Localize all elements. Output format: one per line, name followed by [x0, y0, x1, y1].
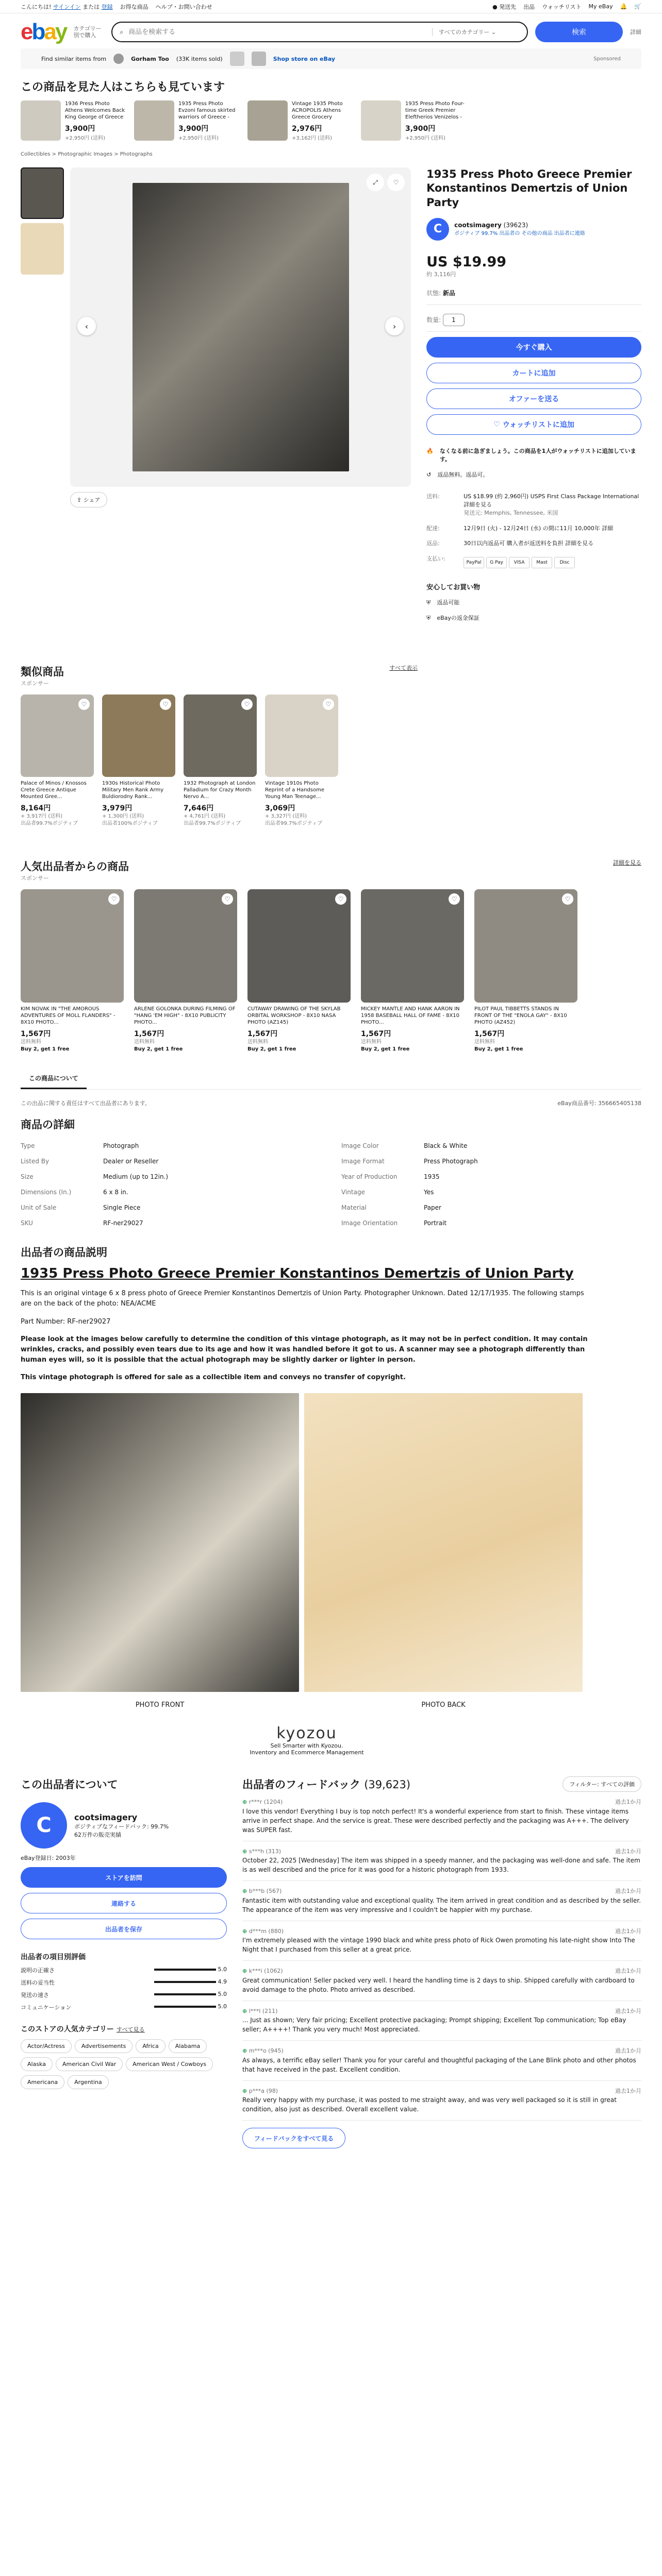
- item-image[interactable]: [134, 100, 174, 141]
- quantity-row: 数量: 1: [426, 315, 641, 332]
- feedback-item: ⊕ d***m (880) 過去1か月 I'm extremely pleased with the vintage 1990 black and white press photo of Rick Owen promoting his late-night show Into The Night that I purchased from this seller at a great price.: [242, 1921, 641, 1961]
- category-chip[interactable]: Argentina: [68, 2075, 109, 2089]
- popular-header: [21, 858, 641, 882]
- category-chip[interactable]: Americana: [21, 2075, 64, 2089]
- spec-row: Image Format Press Photograph: [341, 1158, 478, 1165]
- ratings-list: 説明の正確さ 5.0 送料の妥当性 4.9 発送の速さ 5.0 コミュニケーション 5.0: [21, 1966, 227, 2011]
- popular-carousel: [0, 889, 662, 1053]
- item-image[interactable]: [247, 100, 288, 141]
- details-title: 商品の詳細: [21, 1118, 75, 1131]
- product-title: 1935 Press Photo Greece Premier Konstantinos Demertzis of Union Party: [426, 168, 632, 209]
- spec-row: Listed By Dealer or Reseller: [21, 1158, 159, 1165]
- item-image[interactable]: [247, 889, 351, 1003]
- sponsored-label: スポンサー: [21, 875, 49, 882]
- chevron-down-icon: ⌄: [491, 29, 496, 36]
- item-price: 2,976円: [292, 125, 322, 133]
- item-shipping: +3,162円 (送料): [292, 135, 332, 141]
- watch-heart-button[interactable]: [387, 174, 405, 191]
- photo-front: [21, 1393, 299, 1709]
- kyozou-logo: kyozou: [276, 1724, 337, 1743]
- shop-by-category-button[interactable]: カテゴリー別で購入: [73, 25, 102, 39]
- spec-row: Year of Production 1935: [341, 1173, 440, 1181]
- cart-icon[interactable]: 🛒: [634, 3, 641, 10]
- item-title[interactable]: 1935 Press Photo Four-time Greek Premier Eleftherios Venizelos -: [405, 101, 465, 120]
- thumbnail-back[interactable]: [21, 223, 64, 275]
- popular-item[interactable]: ♡ KIM NOVAK IN "THE AMOROUS ADVENTURES OF MOLL FLANDERS" - 8X10 PHOTO... 1,567円 送料無料 Buy 2, get 1 free: [21, 889, 124, 1053]
- share-icon: ⇪: [77, 497, 82, 503]
- make-offer-button[interactable]: オファーを送る: [426, 388, 641, 409]
- top-nav-right: [492, 3, 641, 11]
- spec-row: Vintage Yes: [341, 1189, 434, 1196]
- fire-icon: 🔥: [426, 447, 434, 454]
- paypal-icon: PayPal: [464, 557, 484, 568]
- item-image[interactable]: [184, 694, 257, 777]
- similar-item[interactable]: ♡ Vintage 1910s Photo Reprint of a Handsome Young Man Teenage... 3,069円 + 3,327円 (送料) 出品者99.7%ポジティブ: [265, 694, 338, 827]
- search-input[interactable]: [128, 28, 427, 36]
- description-section-title: 出品者の商品説明: [21, 1246, 107, 1259]
- spec-row: Dimensions (In.) 6 x 8 in.: [21, 1189, 128, 1196]
- bell-icon[interactable]: 🔔: [620, 3, 627, 10]
- mastercard-icon: Mast: [532, 557, 552, 568]
- store-sold: (33K items sold): [176, 55, 223, 62]
- tab-about-item[interactable]: この商品について: [21, 1069, 87, 1089]
- similar-title: 類似商品: [21, 666, 64, 679]
- search-bar: [111, 22, 528, 42]
- item-image[interactable]: [21, 694, 94, 777]
- save-seller-button[interactable]: 出品者を保存: [21, 1919, 227, 1939]
- heart-icon[interactable]: ♡: [562, 893, 573, 905]
- item-shipping: +2,950円 (送料): [65, 135, 105, 141]
- heart-icon[interactable]: ♡: [335, 893, 346, 905]
- chevron-right-icon: ›: [392, 321, 396, 331]
- see-all-categories-link[interactable]: すべて見る: [116, 2026, 145, 2033]
- visit-store-button[interactable]: ストアを訪問: [21, 1867, 227, 1888]
- buy-now-button[interactable]: 今すぐ購入: [426, 337, 641, 358]
- return-icon: ↺: [426, 471, 432, 478]
- item-image[interactable]: [21, 889, 124, 1003]
- copyright-note: This vintage photograph is offered for sale as a collectible item and conveys no transfer of copyright.: [21, 1374, 406, 1382]
- feedback-item: ⊕ r***r (1204) 過去1か月 I love this vendor! Everything I buy is top notch perfect! It's a wonderful experience from start to finish. These vintage items arrive in perfect shape. And the service is great. These were described perfectly and the packaging was A+++. The delivery was SUPER fast.: [242, 1792, 641, 1841]
- positive-icon: ⊕: [242, 2007, 247, 2014]
- category-chip[interactable]: American West / Cowboys: [126, 2057, 213, 2071]
- item-title[interactable]: 1936 Press Photo Athens Welcomes Back King George of Greece: [65, 101, 125, 120]
- heart-icon: ♡: [493, 420, 500, 429]
- store-avatar: [113, 54, 124, 64]
- item-image[interactable]: [474, 889, 577, 1003]
- description-text: This is an original vintage 6 x 8 press photo of Greece Premier Konstantinos Demertzis of Union Party. Photographer Unknown. Dated 12/17/1935. The following stamps are on the back of the photo: NEA/ACME: [21, 1290, 584, 1308]
- breadcrumb[interactable]: Collectibles > Photographic Images > Photographs: [21, 151, 153, 157]
- heart-icon[interactable]: ♡: [241, 699, 253, 710]
- seller-note: この出品に関する責任はすべて出品者にあります。 eBay商品番号: 356665405138: [21, 1100, 641, 1107]
- about-seller-section: [0, 1776, 662, 2148]
- similar-item[interactable]: ♡ Palace of Minos / Knossos Crete Greece Antique Mounted Gree... 8,164円 + 3,917円 (送料) 出品者99.7%ポジティブ: [21, 694, 94, 827]
- heart-icon[interactable]: ♡: [222, 893, 233, 905]
- positive-icon: ⊕: [242, 1848, 247, 1855]
- seller-name[interactable]: cootsimagery: [454, 222, 502, 229]
- feedback-filter[interactable]: フィルター: すべての評価: [562, 1776, 641, 1792]
- seller-avatar-large[interactable]: C: [21, 1802, 67, 1849]
- main-image[interactable]: [70, 167, 411, 503]
- category-chip[interactable]: Advertisements: [75, 2039, 133, 2053]
- header: [0, 13, 662, 48]
- seller-avatar[interactable]: C: [426, 218, 449, 241]
- search-icon: ⌕: [120, 28, 124, 36]
- seller-links[interactable]: ポジティブ 99.7% 出品者の その他の商品 出品者に連絡: [454, 231, 585, 237]
- front-caption: PHOTO FRONT: [135, 1701, 185, 1709]
- popular-item[interactable]: ♡ PILOT PAUL TIBBETTS STANDS IN FRONT OF THE "ENOLA GAY" - 8X10 PHOTO (AZ452) 1,567円 送料無料 Buy 2, get 1 free: [474, 889, 577, 1053]
- top-nav-left: [21, 3, 212, 11]
- watch-alert: 🔥 なくなる前に急ぎましょう。この商品を1人がウォッチリストに追加しています。: [426, 447, 636, 463]
- chevron-left-icon: ‹: [85, 321, 89, 331]
- item-price: 3,900円: [65, 125, 95, 133]
- category-chip[interactable]: American Civil War: [56, 2057, 123, 2071]
- zoom-icon: ⤢: [373, 178, 378, 186]
- feedback-item: ⊕ s***h (313) 過去1か月 October 22, 2025 [Wednesday] The item was shipped in a speedy manner, and the packaging was well-done and safe. The item is as well described and the price for it was good for a historic photograph from 1933.: [242, 1841, 641, 1882]
- seller-summary: [426, 218, 641, 241]
- condition-note: Please look at the images below carefully to determine the condition of this vintage photograph, as it may not be in perfect condition. It may contain wrinkles, cracks, and possibly even tears due to its age and how it was handled before it got to us. A scanner may see a photograph differently than human eyes will, so it is possible that the actual photograph may be slightly darker or lighter in person.: [21, 1335, 588, 1364]
- watchlist-link[interactable]: ウォッチリスト: [542, 3, 582, 10]
- advanced-search-link[interactable]: 詳細: [630, 29, 641, 36]
- spec-row: Image Color Black & White: [341, 1142, 468, 1150]
- condition-row: 状態: 新品: [426, 289, 641, 305]
- photo-back: [304, 1393, 583, 1709]
- category-chips: [21, 2039, 227, 2093]
- sponsored-label: スポンサー: [21, 680, 49, 687]
- feedback-item: ⊕ p***a (98) 過去1か月 Really very happy with my purchase, it was posted to me straight away, and was very well packaged so it is still in great condition, also just as described. Overall excellent value.: [242, 2081, 641, 2121]
- item-title[interactable]: Vintage 1935 Photo ACROPOLIS Athens Greece Grocery: [292, 101, 343, 120]
- feedback-item: ⊕ k***i (1062) 過去1か月 Great communication! Seller packed very well. I heard the handling time is 2 days to ship. Shipped carefully with cardboard to avoid damage to the photo. Photo arrived as described.: [242, 1961, 641, 2001]
- category-select[interactable]: すべてのカテゴリー ⌄: [432, 28, 520, 36]
- see-all-link[interactable]: 詳細を見る: [613, 859, 641, 867]
- item-price: 3,900円: [178, 125, 209, 133]
- signin-link[interactable]: サインイン: [53, 3, 81, 10]
- add-to-watchlist-button[interactable]: ♡ ウォッチリストに追加: [426, 414, 641, 435]
- positive-icon: ⊕: [242, 2087, 247, 2094]
- ship-to-link[interactable]: ● 発送先: [492, 3, 517, 10]
- spec-row: Image Orientation Portrait: [341, 1219, 447, 1227]
- shield-icon: ⛨: [426, 599, 431, 606]
- safety-returns: ⛨ 返品可能: [426, 599, 460, 606]
- part-number: Part Number: RF-ner29027: [21, 1317, 111, 1326]
- item-image[interactable]: [21, 100, 61, 141]
- back-caption: PHOTO BACK: [421, 1701, 466, 1709]
- heart-icon[interactable]: ♡: [78, 699, 90, 710]
- safety-guarantee: ⛨ eBayの返金保証: [426, 615, 479, 622]
- heart-icon: ♡: [393, 179, 399, 186]
- product-photo: [133, 183, 349, 471]
- positive-icon: ⊕: [242, 1927, 247, 1935]
- heart-icon[interactable]: ♡: [323, 699, 334, 710]
- popular-item[interactable]: ♡ MICKEY MANTLE AND HANK AARON IN 1958 BASEBALL HALL OF FAME - 8X10 PHOTO... 1,567円 送料無料 Buy 2, get 1 free: [361, 889, 464, 1053]
- related-title: この商品を見た人はこちらも見ています: [21, 81, 225, 94]
- thumbnail-list: [21, 167, 64, 622]
- similar-carousel: [0, 694, 438, 827]
- top-nav: [0, 0, 662, 13]
- description-title: 1935 Press Photo Greece Premier Konstantinos Demertzis of Union Party: [21, 1266, 574, 1282]
- related-item[interactable]: [21, 100, 127, 141]
- similar-header: [21, 664, 418, 687]
- category-chip[interactable]: Africa: [136, 2039, 165, 2053]
- category-chip[interactable]: Actor/Actress: [21, 2039, 72, 2053]
- popular-title: 人気出品者からの商品: [21, 860, 129, 873]
- tabs: [21, 1069, 641, 1090]
- deals-link[interactable]: お得な商品: [120, 3, 148, 10]
- flag-icon: ●: [492, 3, 498, 10]
- spec-row: Size Medium (up to 12in.): [21, 1173, 169, 1181]
- related-item[interactable]: [247, 100, 354, 141]
- prev-image-button[interactable]: [77, 317, 96, 335]
- payments-row: 支払い: PayPal G Pay VISA Mast Disc: [426, 555, 641, 568]
- item-image[interactable]: [361, 889, 464, 1003]
- item-price: 3,900円: [405, 125, 436, 133]
- store-thumb: [252, 52, 266, 66]
- feedback-item: ⊕ b***b (567) 過去1か月 Fantastic item with outstanding value and exceptional quality. The item arrived in great condition and as described by the seller. The appearance of the item was very impressive and I couldn't be happier with my purchase.: [242, 1881, 641, 1921]
- help-link[interactable]: ヘルプ・お問い合わせ: [155, 3, 212, 10]
- popular-item[interactable]: ♡ CUTAWAY DRAWING OF THE SKYLAB ORBITAL WORKSHOP - 8X10 NASA PHOTO (AZ145) 1,567円 送料無料 Buy 2, get 1 free: [247, 889, 351, 1053]
- item-image[interactable]: [265, 694, 338, 777]
- positive-icon: ⊕: [242, 1968, 247, 1975]
- returns-row: 返品: 30日以内返品可 購入者が返送料を負担 詳細を見る: [426, 540, 594, 547]
- quantity-input[interactable]: 1: [443, 314, 465, 326]
- visa-icon: VISA: [509, 557, 529, 568]
- seller-count: (39623): [503, 222, 528, 229]
- sponsored-label: Sponsored: [593, 56, 621, 62]
- back-image: [304, 1393, 583, 1692]
- store-strip-text: Find similar items from: [41, 55, 107, 62]
- similar-item[interactable]: ♡ 1932 Photograph at London Palladium for Crazy Month Nervo A... 7,646円 + 4,761円 (送料) 出品者99.7%ポジティブ: [184, 694, 257, 827]
- buy-box: [426, 167, 641, 622]
- about-seller: この出品者について C cootsimagery ポジティブなフィードバック: 99.7% 62万件の販売実績 eBay登録日: 2003年 ストアを訪問 連絡する 出品者を保存 出品者の項目別評価 説明の正確さ 5.0 送料の妥当性 4.9 発送の速さ 5.0 コミュニケーション 5.0 このストアの人気カテゴリー すべて見る Actor/Actress Advertisements Africa AlabamaAlaska American Civil War American West / CowboysAmericana Argentina: [21, 1776, 227, 2148]
- positive-icon: ⊕: [242, 1888, 247, 1895]
- spec-row: Unit of Sale Single Piece: [21, 1204, 141, 1212]
- gpay-icon: G Pay: [486, 557, 507, 568]
- store-name[interactable]: Gorham Too: [131, 55, 169, 62]
- item-shipping: +2,950円 (送料): [405, 135, 445, 141]
- popular-item[interactable]: ♡ ARLENE GOLONKA DURING FILMING OF "HANG 'EM HIGH" - 8X10 PUBLICITY PHOTO... 1,567円 送料無料 Buy 2, get 1 free: [134, 889, 237, 1053]
- spec-row: SKU RF-ner29027: [21, 1219, 143, 1227]
- feedback-section: 出品者のフィードバック (39,623) フィルター: すべての評価 ⊕ r***r (1204) 過去1か月 I love this vendor! Everything I buy is top notch perfect! It's a wonderful experience from start to finish. These vintage items arrive in perfect shape. And the service is great. These were described perfectly and the packaging was A+++. The delivery was SUPER fast. ⊕ s***h (313) 過去1か月 October 22, 2025 [Wednesday] The item was shipped in a speedy manner, and the packaging was well-done and safe. The item is as well described and the price for it was good for a historic photograph from 1933. ⊕ b***b (567) 過去1か月 Fantastic item with outstanding value and exceptional quality. The item arrived in great condition and as described by the seller. The appearance of the item was very impressive and I couldn't be happier with my purchase. ⊕ d***m (880) 過去1か月 I'm extremely pleased with the vintage 1990 black and white press photo of Rick Owen promoting his late-night show Into The Night that I purchased from this seller at a great price. ⊕ k***i (1062) 過去1か月 Great communication! Seller packed very well. I heard the handling time is 2 days to ship. Shipped carefully with cardboard to avoid damage to the photo. Photo arrived as described. ⊕ l***l (211) 過去1か月 ... Just as shown; Very fair pricing; Excellent protective packaging; Prompt shipping; Excellent Top communication; Top eBay seller; A++++! Thank you very much! Most appreciated. ⊕ m***o (945) 過去1か月 As always, a terrific eBay seller! Thank you for your careful and thoughtful packaging of the Lane Blink photo and other photos that have received in the past. Excellent condition. ⊕ p***a (98) 過去1か月 Really very happy with my purchase, it was posted to me straight away, and was very well packaged so it is still in great condition, also just as described. Overall excellent value. フィードバックをすべて見る: [242, 1776, 641, 2148]
- kyozou-badge: kyozou Sell Smarter with Kyozou. Inventory and Ecommerce Management: [21, 1724, 593, 1756]
- sell-link[interactable]: 出品: [523, 3, 535, 10]
- related-carousel: [0, 100, 662, 141]
- spec-row: Material Paper: [341, 1204, 441, 1212]
- shield-icon: ⛨: [426, 615, 431, 622]
- safety-title: 安心してお買い物: [426, 584, 481, 592]
- contact-seller-button[interactable]: 連絡する: [21, 1893, 227, 1913]
- description: [21, 1266, 593, 1756]
- add-to-cart-button[interactable]: カートに追加: [426, 363, 641, 383]
- heart-icon[interactable]: ♡: [160, 699, 171, 710]
- spec-row: Type Photograph: [21, 1142, 139, 1150]
- image-gallery: [21, 167, 411, 622]
- feedback-item: ⊕ l***l (211) 過去1か月 ... Just as shown; Very fair pricing; Excellent protective packaging; Prompt shipping; Excellent Top communication; Top eBay seller; A++++! Thank you very much! Most appreciated.: [242, 2001, 641, 2041]
- description-photos: [21, 1393, 593, 1709]
- returns-note: ↺ 返品無料。返品可。: [426, 471, 489, 478]
- price-jpy: 約 3,116円: [426, 270, 456, 278]
- zoom-button[interactable]: [367, 174, 384, 191]
- heart-icon[interactable]: ♡: [449, 893, 460, 905]
- share-button[interactable]: ⇪ シェア: [70, 492, 107, 507]
- category-chip[interactable]: Alabama: [169, 2039, 207, 2053]
- category-chip[interactable]: Alaska: [21, 2057, 53, 2071]
- delivery-row: 配達: 12月9日 (火) - 12月24日 (水) の間に11月 10,000年 詳細: [426, 524, 614, 532]
- next-image-button[interactable]: [385, 317, 404, 335]
- heart-icon[interactable]: ♡: [108, 893, 120, 905]
- discover-icon: Disc: [554, 557, 575, 568]
- shop-store-link[interactable]: Shop store on eBay: [273, 55, 336, 62]
- related-item[interactable]: [361, 100, 467, 141]
- thumbnail-front[interactable]: [21, 167, 64, 219]
- feedback-item: ⊕ m***o (945) 過去1か月 As always, a terrific eBay seller! Thank you for your careful and thoughtful packaging of the Lane Blink photo and other photos that have received in the past. Excellent condition.: [242, 2041, 641, 2081]
- similar-item[interactable]: ♡ 1930s Historical Photo Military Men Rank Army Buldiorodny Rank... 3,979円 + 1,300円 (送料) 出品者100%ポジティブ: [102, 694, 175, 827]
- register-link[interactable]: 登録: [101, 3, 113, 10]
- item-shipping: +2,950円 (送料): [178, 135, 219, 141]
- greeting: こんにちは! サインイン または 登録: [21, 3, 113, 10]
- positive-icon: ⊕: [242, 2047, 247, 2055]
- price: US $19.99: [426, 253, 507, 270]
- shipping-row: 送料: US $18.99 (約 2,960円) USPS First Class Package International 詳細を見る 発送元: Memphis, Tennessee, 米国: [426, 493, 639, 516]
- front-image: [21, 1393, 299, 1692]
- ebay-logo[interactable]: ebay: [21, 19, 67, 44]
- positive-icon: ⊕: [242, 1799, 247, 1806]
- item-image[interactable]: [134, 889, 237, 1003]
- seller-name[interactable]: cootsimagery: [74, 1812, 138, 1822]
- related-item[interactable]: [134, 100, 240, 141]
- spec-table: [0, 1138, 662, 1231]
- item-image[interactable]: [361, 100, 401, 141]
- search-button[interactable]: 検索: [535, 22, 623, 42]
- my-ebay-link[interactable]: My eBay: [588, 3, 613, 10]
- item-image[interactable]: [102, 694, 175, 777]
- store-strip: [21, 48, 641, 69]
- item-title[interactable]: 1935 Press Photo Evzoni famous skirted warriors of Greece -: [178, 101, 236, 120]
- see-all-feedback-button[interactable]: フィードバックをすべて見る: [242, 2128, 345, 2148]
- product-main: [0, 162, 662, 628]
- store-thumb: [230, 52, 244, 66]
- see-all-link[interactable]: すべて表示: [389, 665, 418, 672]
